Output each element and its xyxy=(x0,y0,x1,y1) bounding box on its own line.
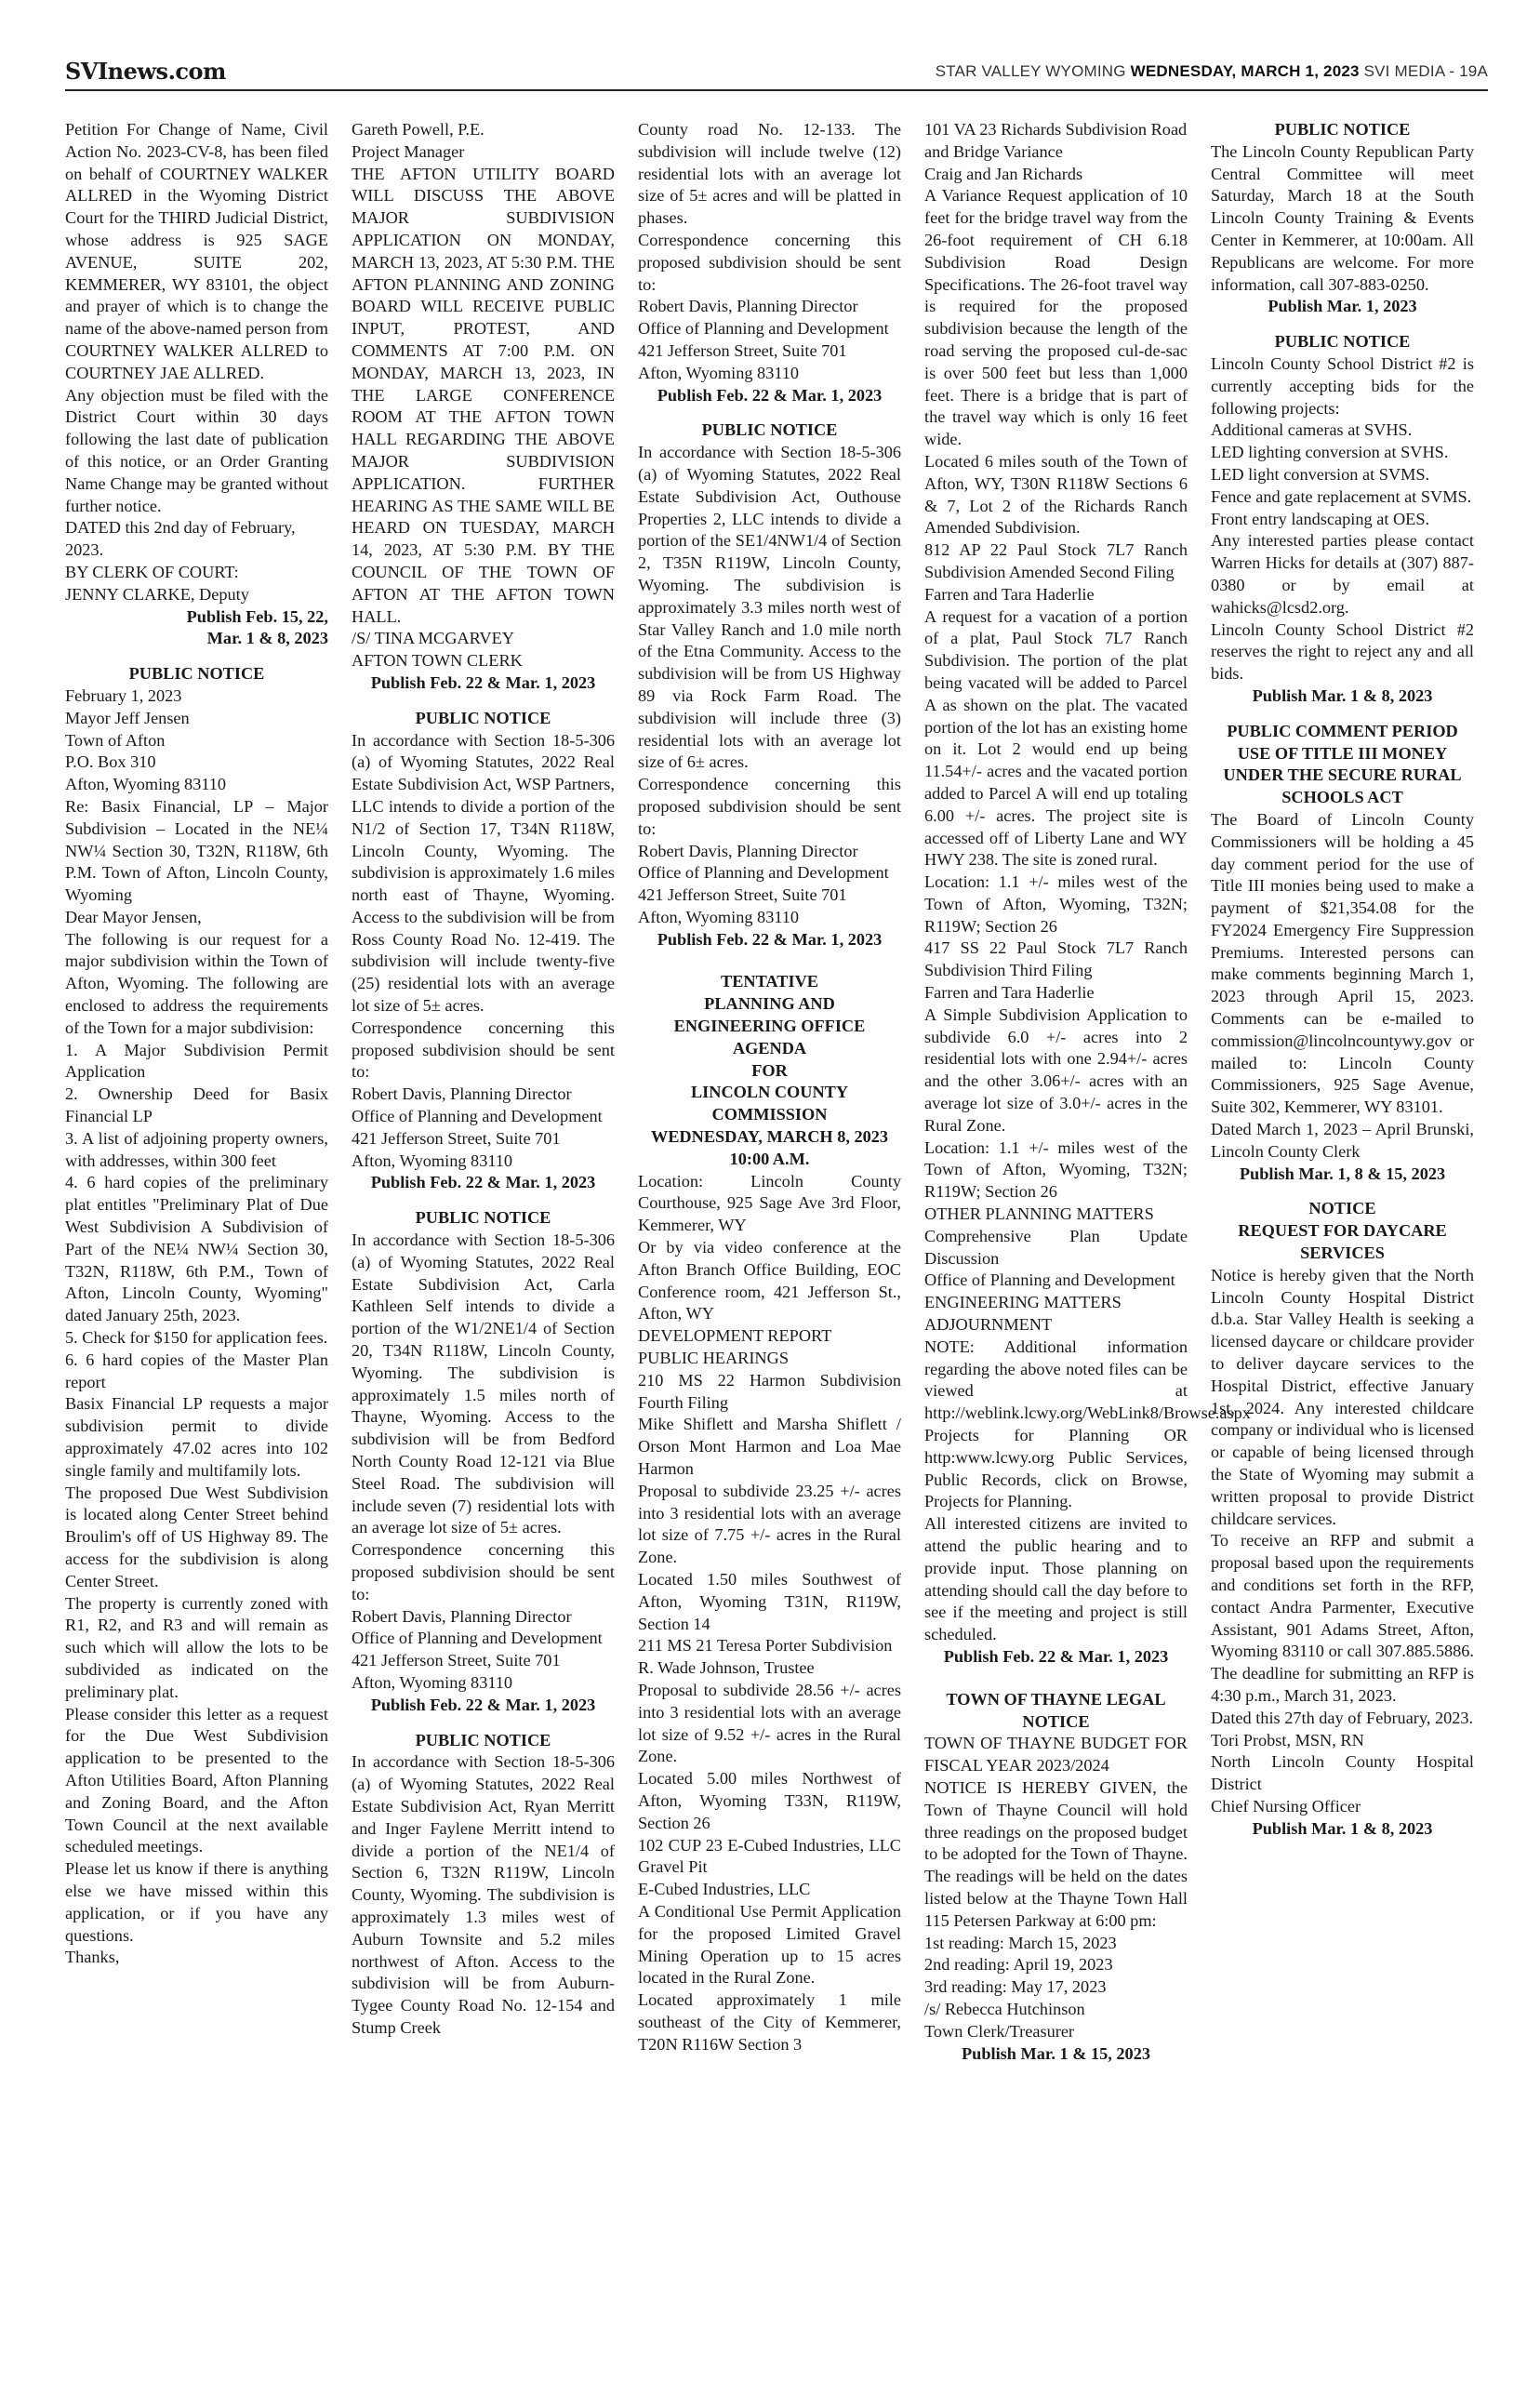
agenda-item-title: 101 VA 23 Richards Subdivision Road and Bridge Variance xyxy=(924,120,1188,161)
agenda-item-title: 210 MS 22 Harmon Subdivision Fourth Filing xyxy=(638,1370,901,1412)
name-change-dated: DATED this 2nd day of February, 2023. xyxy=(65,518,296,560)
agenda-item-proposal: Proposal to subdivide 28.56 +/- acres into 3 residential lots with an average lot size of 9.52 +/- acres in the Rural Zone. xyxy=(638,1680,901,1766)
name-change-body: Petition For Change of Name, Civil Action No. 2023-CV-8, has been filed on behalf of COURTNEY WALKER ALLRED in the Wyoming District Court for the THIRD Judicial District, whose address is 925 SAGE AVENUE, SUITE 202, KEMMERER, WY 83101, the object and prayer of which is to change the name of the above-named person from COURTNEY WALKER ALLRED to COURTNEY JAE ALLRED. xyxy=(65,120,328,382)
site-name: SVInews.com xyxy=(65,58,226,85)
address-line: Afton, Wyoming 83110 xyxy=(352,1151,513,1170)
agenda-item-proposal: Proposal to subdivide 23.25 +/- acres into 3 residential lots with an average lot size of 7.75 +/- acres in the Rural Zone. xyxy=(638,1481,901,1567)
agenda-item-location: Located 5.00 miles Northwest of Afton, Wyoming T33N, R119W, Section 26 xyxy=(638,1769,901,1832)
notice-heading: PUBLIC NOTICE xyxy=(415,1208,551,1228)
dateline-date: WEDNESDAY, MARCH 1, 2023 xyxy=(1130,62,1360,80)
agenda-item-owner: Farren and Tara Haderlie xyxy=(924,584,1095,604)
letter-list-item: 1. A Major Subdivision Permit Application xyxy=(65,1040,328,1082)
agenda-section: DEVELOPMENT REPORT xyxy=(638,1326,832,1346)
column-5 xyxy=(1211,119,1474,2333)
address-line: Afton, Wyoming 83110 xyxy=(352,1672,513,1692)
publish-line: Publish Feb. 22 & Mar. 1, 2023 xyxy=(943,1646,1169,1666)
notice-heading: SCHOOLS ACT xyxy=(1281,788,1403,807)
letter-address-line: P.O. Box 310 xyxy=(65,752,156,772)
address-line: Afton, Wyoming 83110 xyxy=(638,363,800,382)
notice-body: Dated March 1, 2023 – April Brunski, Lincoln County Clerk xyxy=(1211,1120,1474,1161)
letter-list-item: 6. 6 hard copies of the Master Plan report xyxy=(65,1350,328,1391)
agenda-heading: PLANNING AND xyxy=(704,994,835,1014)
publish-line: Publish Feb. 15, 22, xyxy=(186,606,328,626)
agenda-heading: AGENDA xyxy=(732,1038,807,1057)
agenda-section: OTHER PLANNING MATTERS xyxy=(924,1204,1154,1224)
agenda-location: Location: Lincoln County Courthouse, 925 Sage Ave 3rd Floor, Kemmerer, WY xyxy=(638,1171,901,1235)
letter-paragraph: The following is our request for a major subdivision within the Town of Afton, Wyoming. The following are enclosed to address the requirements of the Town for a major subdivision: xyxy=(65,929,328,1037)
signature-title: Project Manager xyxy=(352,141,465,161)
letter-paragraph: Basix Financial LP requests a major subdivision permit to divide approximately 47.02 acres into 102 single family and multifamily lots. xyxy=(65,1394,328,1480)
column-1 xyxy=(65,119,328,2333)
hearing-notice-body: THE AFTON UTILITY BOARD WILL DISCUSS THE ABOVE MAJOR SUBDIVISION APPLICATION ON MONDAY, MARCH 13, 2023, AT 5:30 P.M. THE AFTON PLANNING AND ZONING BOARD WILL RECEIVE PUBLIC INPUT, PROTEST, AND COMMENTS AT 7:00 P.M. ON MONDAY, MARCH 13, 2023, IN THE LARGE CONFERENCE ROOM AT THE AFTON TOWN HALL REGARDING THE ABOVE MAJOR SUBDIVISION APPLICATION. FURTHER HEARING AS THE SAME WILL BE HEARD ON TUESDAY, MARCH 14, 2023, AT 5:30 P.M. BY THE COUNCIL OF THE TOWN OF AFTON AT THE AFTON TOWN HALL. xyxy=(352,164,615,626)
notice-correspondence: Correspondence concerning this proposed subdivision should be sent to: xyxy=(638,230,901,294)
agenda-heading: TENTATIVE xyxy=(721,972,818,991)
notice-body: Dated this 27th day of February, 2023. xyxy=(1211,1708,1474,1727)
project-item: Additional cameras at SVHS. xyxy=(1211,420,1413,440)
address-line: 421 Jefferson Street, Suite 701 xyxy=(638,885,847,905)
publish-line: Publish Feb. 22 & Mar. 1, 2023 xyxy=(370,1695,596,1714)
column-2 xyxy=(352,119,615,2333)
agenda-item-owner: Craig and Jan Richards xyxy=(924,164,1083,183)
agenda-section: PUBLIC HEARINGS xyxy=(638,1349,790,1368)
letter-salutation: Dear Mayor Jensen, xyxy=(65,907,202,926)
address-line: Office of Planning and Development xyxy=(638,319,889,339)
notice-heading: PUBLIC NOTICE xyxy=(701,420,838,440)
notice-body: County road No. 12-133. The subdivision will include twelve (12) residential lots with an average lot size of 5± acres and will be platted in phases. xyxy=(638,120,901,228)
notice-heading: REQUEST FOR DAYCARE xyxy=(1238,1221,1447,1241)
agenda-item-title: 417 SS 22 Paul Stock 7L7 Ranch Subdivision Third Filing xyxy=(924,938,1188,980)
letter-paragraph: Please consider this letter as a request for the Due West Subdivision application to be presented to the Afton Utilities Board, Afton Planning and Zoning Board, and the Afton Town Council at the next available scheduled meetings. xyxy=(65,1704,328,1856)
publish-line: Publish Feb. 22 & Mar. 1, 2023 xyxy=(657,929,883,949)
address-line: Robert Davis, Planning Director xyxy=(638,841,858,860)
masthead xyxy=(65,54,1488,91)
agenda-item-title: 211 MS 21 Teresa Porter Subdivision xyxy=(638,1636,893,1656)
project-item: Fence and gate replacement at SVMS. xyxy=(1211,486,1472,506)
address-line: Robert Davis, Planning Director xyxy=(352,1606,572,1626)
notice-heading: NOTICE xyxy=(1022,1711,1090,1731)
agenda-item-proposal: A request for a vacation of a portion of a plat, Paul Stock 7L7 Ranch Subdivision. The portion of the plat being vacated will be added to Parcel A as shown on the plat. The vacated portion of the lot has an existing home on it. Lot 2 would end up being 11.54+/- acres and the vacated portion added to Parcel A will end up totaling 6.00 +/- acres. The project site is accessed off of Liberty Lane and WY HWY 238. The site is zoned rural. xyxy=(924,606,1188,870)
agenda-item-location: Located 1.50 miles Southwest of Afton, Wyoming T31N, R119W, Section 14 xyxy=(638,1570,901,1633)
notice-heading: SERVICES xyxy=(1300,1244,1385,1263)
address-line: Afton, Wyoming 83110 xyxy=(638,907,800,926)
project-item: LED lighting conversion at SVHS. xyxy=(1211,443,1449,462)
address-line: Office of Planning and Development xyxy=(352,1107,603,1126)
letter-address-line: Mayor Jeff Jensen xyxy=(65,708,190,727)
dateline-prefix: STAR VALLEY WYOMING xyxy=(935,62,1126,80)
agenda-section: ENGINEERING MATTERS xyxy=(924,1293,1122,1312)
publish-line: Publish Mar. 1, 2023 xyxy=(1268,297,1417,316)
agenda-section-item: Office of Planning and Development xyxy=(924,1270,1175,1290)
agenda-item-owner: E-Cubed Industries, LLC xyxy=(638,1880,811,1899)
publish-line: Publish Feb. 22 & Mar. 1, 2023 xyxy=(370,672,596,692)
signature-title: North Lincoln County Hospital District xyxy=(1211,1752,1474,1794)
letter-list-item: 3. A list of adjoining property owners, with addresses, within 300 feet xyxy=(65,1128,328,1170)
budget-body: NOTICE IS HEREBY GIVEN, the Town of Thayne Council will hold three readings on the proposed budget to be adopted for the Town of Thayne. The readings will be held on the dates listed below at the Thayne Town Hall 115 Petersen Parkway at 6:00 pm: xyxy=(924,1777,1188,1930)
letter-closing: Thanks, xyxy=(65,1948,120,1967)
notice-body: Notice is hereby given that the North Lincoln County Hospital District d.b.a. Star Valley Health is seeking a licensed daycare or childcare provider to deliver daycare services to the Hospital District, effective January 1st, 2024. Any interested childcare company or individual who is licensed or capable of being licensed through the State of Wyoming may submit a written proposal to provide District childcare services. xyxy=(1211,1265,1474,1528)
signature-name: Gareth Powell, P.E. xyxy=(352,120,485,139)
agenda-item-location: Location: 1.1 +/- miles west of the Town of Afton, Wyoming, T32N; R119W; Section 26 xyxy=(924,1137,1188,1202)
publish-line: Publish Mar. 1 & 8, 2023 xyxy=(1252,1818,1433,1838)
agenda-item-proposal: A Conditional Use Permit Application for the proposed Limited Gravel Mining Operation up to 15 acres located in the Rural Zone. xyxy=(638,1901,901,1988)
newspaper-page xyxy=(65,54,1488,2342)
agenda-item-owner: Farren and Tara Haderlie xyxy=(924,983,1095,1003)
name-change-clerk-name: JENNY CLARKE, Deputy xyxy=(65,584,249,604)
agenda-note: NOTE: Additional information regarding the above noted files can be viewed at http://weblink.lcwy.org/WebLink8/Browse.aspx Projects for Planning OR http:www.lcwy.org Public Services, Public Records, click on Browse, Projects for Planning. xyxy=(924,1337,1251,1511)
letter-date: February 1, 2023 xyxy=(65,685,182,705)
signature-name: /s/ Rebecca Hutchinson xyxy=(924,1999,1085,2018)
agenda-heading: LINCOLN COUNTY xyxy=(690,1083,849,1102)
signature-title: AFTON TOWN CLERK xyxy=(352,651,523,671)
agenda-section: ADJOURNMENT xyxy=(924,1315,1053,1335)
letter-list-item: 4. 6 hard copies of the preliminary plat entitles "Preliminary Plat of Due West Subdivision A Subdivision of Part of the NE¼ NW¼ Section 30, T32N, R118W, 6th P.M., Town of Afton, Lincoln County, Wyoming" dated January 25th, 2023. xyxy=(65,1173,328,1325)
notice-heading: UNDER THE SECURE RURAL xyxy=(1223,765,1462,785)
signature-name: /S/ TINA MCGARVEY xyxy=(352,629,514,648)
agenda-heading: 10:00 A.M. xyxy=(729,1149,810,1168)
notice-body: Lincoln County School District #2 reserves the right to reject any and all bids. xyxy=(1211,619,1474,684)
letter-address-line: Town of Afton xyxy=(65,730,166,750)
notice-correspondence: Correspondence concerning this proposed subdivision should be sent to: xyxy=(638,775,901,838)
notice-heading: USE OF TITLE III MONEY xyxy=(1237,743,1448,763)
letter-paragraph: The proposed Due West Subdivision is located along Center Street behind Broulim's off of US Highway 89. The access for the subdivision is along Center Street. xyxy=(65,1483,328,1590)
address-line: 421 Jefferson Street, Suite 701 xyxy=(352,1128,561,1148)
publish-line: Publish Feb. 22 & Mar. 1, 2023 xyxy=(370,1173,596,1192)
reading-date: 3rd reading: May 17, 2023 xyxy=(924,1977,1107,1997)
notice-heading: PUBLIC NOTICE xyxy=(128,664,265,684)
column-3 xyxy=(638,119,901,2333)
notice-heading: PUBLIC NOTICE xyxy=(1274,120,1411,139)
publish-line: Mar. 1 & 8, 2023 xyxy=(206,629,328,648)
notice-correspondence: Correspondence concerning this proposed subdivision should be sent to: xyxy=(352,1018,615,1082)
publish-line: Publish Feb. 22 & Mar. 1, 2023 xyxy=(657,385,883,405)
letter-list-item: 5. Check for $150 for application fees. xyxy=(65,1328,328,1348)
address-line: Robert Davis, Planning Director xyxy=(638,297,858,316)
address-line: 421 Jefferson Street, Suite 701 xyxy=(638,340,847,360)
agenda-section-item: Comprehensive Plan Update Discussion xyxy=(924,1226,1188,1268)
notice-body: In accordance with Section 18-5-306 (a) of Wyoming Statutes, 2022 Real Estate Subdivision Act, Outhouse Properties 2, LLC intends to divide a portion of the SE1/4NW1/4 of Section 2, T35N R119W, Lincoln County, Wyoming. The subdivision is approximately 3.3 miles north west of Star Valley Ranch and 1.0 mile north of the Etna Community. Access to the subdivision will be from US Highway 89 via Rock Farm Road. The subdivision will include three (3) residential lots with an average lot size of 6± acres. xyxy=(638,443,901,772)
address-line: Robert Davis, Planning Director xyxy=(352,1084,572,1104)
letter-address-line: Afton, Wyoming 83110 xyxy=(65,775,227,794)
letter-paragraph: The property is currently zoned with R1, R2, and R3 and will remain as such which will allow the lots to be subdivided as indicated on the preliminary plat. xyxy=(65,1593,328,1701)
agenda-invitation: All interested citizens are invited to attend the public hearing and to provide input. Those planning on attending should call the day before to see if the meeting and project is still scheduled. xyxy=(924,1514,1188,1644)
agenda-item-location: Location: 1.1 +/- miles west of the Town of Afton, Wyoming, T32N; R119W; Section 26 xyxy=(924,872,1188,936)
notice-body: In accordance with Section 18-5-306 (a) of Wyoming Statutes, 2022 Real Estate Subdivision Act, Ryan Merritt and Inger Faylene Merritt intend to divide a portion of the NE1/4 of Section 6, T32N R119W, Lincoln County, Wyoming. The subdivision is approximately 1.3 miles west of Auburn Townsite and 5.2 miles northwest of Afton. Access to the subdivision will be from Auburn-Tygee County Road No. 12-154 and Stump Creek xyxy=(352,1752,615,2037)
dateline xyxy=(936,62,1488,81)
agenda-item-proposal: A Variance Request application of 10 feet for the bridge travel way from the 26-foot requirement of CH 6.18 Subdivision Road Design Specifications. The 26-foot travel way is required for the proposed subdivision because the length of the road serving the proposed cul-de-sac is over 500 feet but less than 1,000 feet. There is a bridge that is part of the travel way which is only 16 feet wide. xyxy=(924,186,1188,449)
agenda-item-owner: R. Wade Johnson, Trustee xyxy=(638,1658,815,1678)
budget-title: TOWN OF THAYNE BUDGET FOR FISCAL YEAR 2023/2024 xyxy=(924,1734,1188,1776)
notice-body: To receive an RFP and submit a proposal based upon the requirements and conditions set forth in the RFP, contact Andra Parmenter, Executive Assistant, 901 Adams Street, Afton, Wyoming 83110 or call 307.885.5886. The deadline for submitting an RFP is 4:30 p.m., March 31, 2023. xyxy=(1211,1531,1474,1705)
notice-heading: PUBLIC NOTICE xyxy=(1274,332,1411,352)
agenda-video: Or by via video conference at the Afton Branch Office Building, EOC Conference room, 421 Jefferson St., Afton, WY xyxy=(638,1238,901,1324)
agenda-item-title: 812 AP 22 Paul Stock 7L7 Ranch Subdivision Amended Second Filing xyxy=(924,540,1188,581)
address-line: 421 Jefferson Street, Suite 701 xyxy=(352,1651,561,1670)
notice-heading: PUBLIC NOTICE xyxy=(415,1730,551,1749)
reading-date: 2nd reading: April 19, 2023 xyxy=(924,1955,1113,1975)
project-item: LED light conversion at SVMS. xyxy=(1211,464,1430,484)
name-change-clerk-label: BY CLERK OF COURT: xyxy=(65,562,239,581)
column-4 xyxy=(924,119,1251,2333)
publish-line: Publish Mar. 1 & 8, 2023 xyxy=(1252,685,1433,705)
signature-name: Tori Probst, MSN, RN xyxy=(1211,1730,1364,1749)
notice-body: The Board of Lincoln County Commissioners will be holding a 45 day comment period for the use of Title III monies being used to make a payment of $21,354.08 for the FY2024 Emergency Fire Suppression Premiums. Interested persons can make comments beginning March 1, 2023 through April 15, 2023. Comments can be e-mailed to commission@lincolncountywy.gov or mailed to: Lincoln County Commissioners, 925 Sage Avenue, Suite 302, Kemmerer, WY 83101. xyxy=(1211,809,1474,1117)
address-line: Office of Planning and Development xyxy=(352,1629,603,1648)
agenda-item-title: 102 CUP 23 E-Cubed Industries, LLC Gravel Pit xyxy=(638,1835,901,1877)
notice-heading: PUBLIC COMMENT PERIOD xyxy=(1227,721,1458,740)
reading-date: 1st reading: March 15, 2023 xyxy=(924,1933,1117,1952)
letter-re: Re: Basix Financial, LP – Major Subdivision – Located in the NE¼ NW¼ Section 30, T32N, R118W, 6th P.M. Town of Afton, Lincoln County, Wyoming xyxy=(65,796,328,905)
agenda-heading: FOR xyxy=(751,1060,788,1080)
signature-title: Chief Nursing Officer xyxy=(1211,1796,1361,1816)
publish-line: Publish Mar. 1, 8 & 15, 2023 xyxy=(1239,1164,1446,1183)
notice-heading: TOWN OF THAYNE LEGAL xyxy=(946,1689,1166,1709)
agenda-heading: COMMISSION xyxy=(711,1105,828,1124)
notice-body: Any interested parties please contact Warren Hicks for details at (307) 887-0380 or by email at wahicks@lcsd2.org. xyxy=(1211,531,1474,617)
letter-paragraph: Please let us know if there is anything else we have missed within this application, or if you have any questions. xyxy=(65,1859,328,1945)
project-item: Front entry landscaping at OES. xyxy=(1211,509,1430,528)
letter-list-item: 2. Ownership Deed for Basix Financial LP xyxy=(65,1084,328,1126)
notice-body: In accordance with Section 18-5-306 (a) of Wyoming Statutes, 2022 Real Estate Subdivision Act, Carla Kathleen Self intends to divide a portion of the W1/2NE1/4 of Section 20, T34N R118W, Lincoln County, Wyoming. The subdivision is approximately 1.5 miles north of Thayne, Wyoming. Access to the subdivision will be from Bedford North County Road 12-121 via Blue Steel Road. The subdivision will include seven (7) residential lots with an average lot size of 5± acres. xyxy=(352,1230,615,1537)
notice-correspondence: Correspondence concerning this proposed subdivision should be sent to: xyxy=(352,1540,615,1603)
agenda-heading: WEDNESDAY, MARCH 8, 2023 xyxy=(650,1127,889,1147)
address-line: Office of Planning and Development xyxy=(638,863,889,883)
dateline-suffix: SVI MEDIA - 19A xyxy=(1363,62,1488,80)
notice-body: The Lincoln County Republican Party Central Committee will meet Saturday, March 18 at the South Lincoln County Training & Events Center in Kemmerer, at 10:00am. All Republicans are welcome. For more information, call 307-883-0250. xyxy=(1211,141,1474,294)
notice-body: In accordance with Section 18-5-306 (a) of Wyoming Statutes, 2022 Real Estate Subdivision Act, WSP Partners, LLC intends to divide a portion of the N1/2 of Section 17, T34N R118W, Lincoln County, Wyoming. The subdivision is approximately 1.6 miles north east of Thayne, Wyoming. Access to the subdivision will be from Ross County Road No. 12-419. The subdivision will include twenty-five (25) residential lots with an average lot size of 5± acres. xyxy=(352,730,615,1016)
name-change-objection: Any objection must be filed with the District Court within 30 days following the last date of publication of this notice, or an Order Granting Name Change may be granted without further notice. xyxy=(65,385,328,515)
agenda-item-proposal: A Simple Subdivision Application to subdivide 6.0 +/- acres into 2 residential lots with one 2.94+/- acres and the other 3.06+/- acres with an average lot size of 3.0+/- acres in the Rural Zone. xyxy=(924,1004,1188,1135)
agenda-item-owner: Mike Shiflett and Marsha Shiflett / Orson Mont Harmon and Loa Mae Harmon xyxy=(638,1415,901,1479)
notice-heading: PUBLIC NOTICE xyxy=(415,708,551,727)
agenda-item-location: Located 6 miles south of the Town of Afton, WY, T30N R118W Sections 6 & 7, Lot 2 of the Richards Ranch Amended Subdivision. xyxy=(924,451,1188,538)
publish-line: Publish Mar. 1 & 15, 2023 xyxy=(962,2043,1150,2063)
agenda-item-location: Located approximately 1 mile southeast of the City of Kemmerer, T20N R116W Section 3 xyxy=(638,1990,901,2054)
notice-heading: NOTICE xyxy=(1308,1199,1376,1218)
notice-body: Lincoln County School District #2 is currently accepting bids for the following projects: xyxy=(1211,353,1474,418)
agenda-heading: ENGINEERING OFFICE xyxy=(673,1017,866,1036)
signature-title: Town Clerk/Treasurer xyxy=(924,2021,1075,2041)
